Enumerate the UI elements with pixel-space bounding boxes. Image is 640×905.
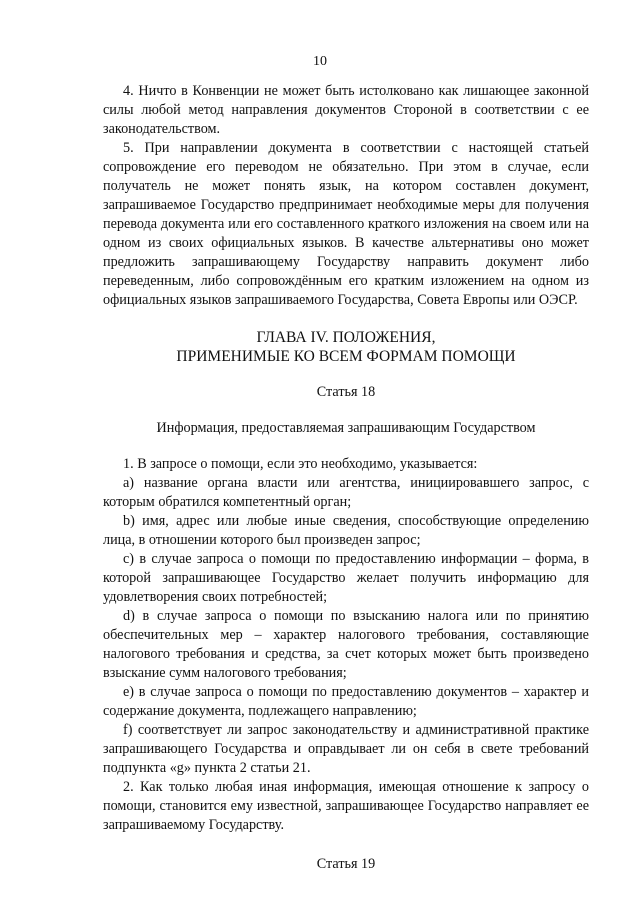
- article-19-heading: Статья 19: [316, 856, 376, 872]
- article-18-paragraph-1: 1. В запросе о помощи, если это необходимо, указывается:: [123, 456, 478, 472]
- chapter-heading-line-1: ГЛАВА IV. ПОЛОЖЕНИЯ,: [256, 329, 436, 346]
- article-18-body: [103, 455, 589, 835]
- article-18-paragraph-2: 2. Как только любая иная информация, имеющая отношение к запросу о помощи, становится ему известной, запрашивающее Государство направляет ее запрашиваемому Государству.: [103, 779, 589, 833]
- article-18-item-b: b) имя, адрес или любые иные сведения, способствующие определению лица, в отношении которого был произведен запрос;: [103, 513, 589, 548]
- article-18-heading: Статья 18: [316, 384, 376, 400]
- page-number: 10: [313, 54, 327, 69]
- article-18-title: Информация, предоставляемая запрашивающим Государством: [156, 420, 536, 436]
- article-18-item-f: f) соответствует ли запрос законодательству и административной практике запрашивающего Государства и оправдывает ли он себя в свете требований подпункта «g» пункта 2 статьи 21.: [103, 722, 589, 776]
- article-18-item-e: e) в случае запроса о помощи по предоставлению документов – характер и содержание документа, подлежащего направлению;: [103, 684, 589, 719]
- article-18-item-d: d) в случае запроса о помощи по взысканию налога или по принятию обеспечительных мер – характер налогового требования, составляющие налогового требования и средства, за счет которых может быть произведено взыскание сумм налогового требования;: [103, 608, 589, 681]
- article-18-item-a: a) название органа власти или агентства, инициировавшего запрос, с которым обратился компетентный орган;: [103, 475, 589, 510]
- paragraph-4: 4. Ничто в Конвенции не может быть истолковано как лишающее законной силы любой метод направления документов Стороной в соответствии с ее законодательством.: [103, 83, 589, 137]
- chapter-heading: [103, 328, 589, 366]
- paragraph-5: 5. При направлении документа в соответствии с настоящей статьей сопровождение его переводом не обязательно. При этом в случае, если получатель не может понять язык, на котором составлен документ, запрашиваемое Государство предпринимает необходимые меры для получения перевода документа или его составленного краткого изложения на своем или на одном из своих официальных языков. В качестве альтернативы оно может предложить запрашивающему Государству направить документ либо переведенным, либо сопровождённым его кратким изложением на одном из официальных языков запрашиваемого Государства, Совета Европы или ОЭСР.: [103, 140, 589, 308]
- article-18-item-c: c) в случае запроса о помощи по предоставлению информации – форма, в которой запрашивающее Государство желает получить информацию для удовлетворения своих потребностей;: [103, 551, 589, 605]
- chapter-heading-line-2: ПРИМЕНИМЫЕ КО ВСЕМ ФОРМАМ ПОМОЩИ: [176, 348, 516, 365]
- page-content: [103, 82, 589, 874]
